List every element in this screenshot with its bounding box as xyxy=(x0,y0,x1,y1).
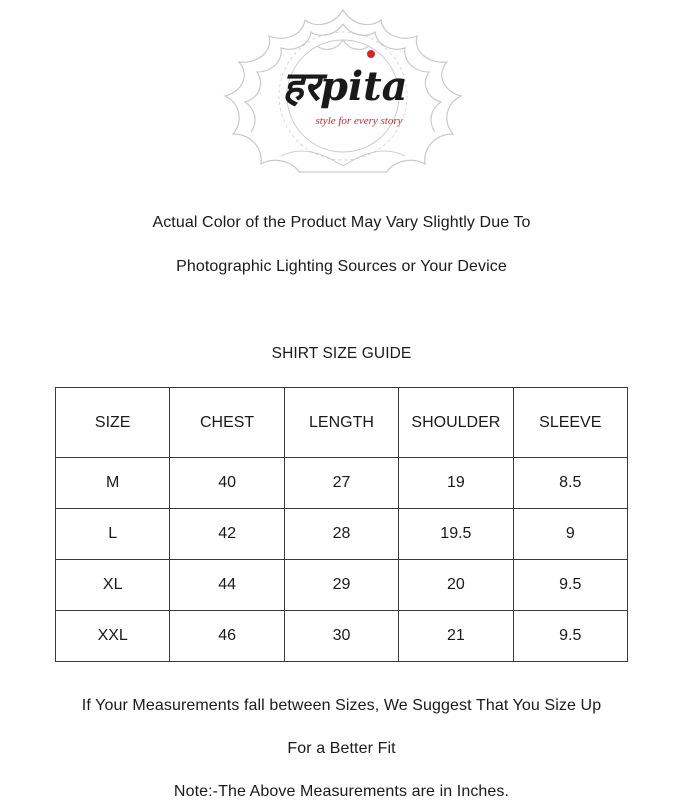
cell-length: 30 xyxy=(284,611,398,662)
cell-chest: 40 xyxy=(170,458,284,509)
cell-length: 29 xyxy=(284,560,398,611)
fit-advice-line-2: For a Better Fit xyxy=(287,740,396,757)
disclaimer-line-1: Actual Color of the Product May Vary Slightly Due To xyxy=(152,214,531,231)
cell-chest: 44 xyxy=(170,560,284,611)
cell-size: XXL xyxy=(56,611,170,662)
column-header-size: SIZE xyxy=(56,388,170,458)
size-guide-table xyxy=(55,387,628,662)
brand-logo xyxy=(221,6,465,174)
cell-chest: 46 xyxy=(170,611,284,662)
table-header-row xyxy=(56,388,628,458)
cell-sleeve: 9 xyxy=(513,509,627,560)
column-header-length: LENGTH xyxy=(284,388,398,458)
measurement-note: Note:-The Above Measurements are in Inches. xyxy=(173,783,510,800)
disclaimer-line-2: Photographic Lighting Sources or Your Device xyxy=(176,258,507,275)
column-header-shoulder: SHOULDER xyxy=(399,388,513,458)
cell-shoulder: 19.5 xyxy=(399,509,513,560)
size-guide-title: SHIRT SIZE GUIDE xyxy=(271,345,412,362)
fit-advice-line-1: If Your Measurements fall between Sizes, We Suggest That You Size Up xyxy=(81,697,602,714)
table-row xyxy=(56,458,628,509)
logo-tagline: style for every story xyxy=(315,115,403,127)
cell-length: 27 xyxy=(284,458,398,509)
column-header-chest: CHEST xyxy=(170,388,284,458)
cell-length: 28 xyxy=(284,509,398,560)
cell-shoulder: 21 xyxy=(399,611,513,662)
cell-size: L xyxy=(56,509,170,560)
cell-chest: 42 xyxy=(170,509,284,560)
cell-size: XL xyxy=(56,560,170,611)
cell-shoulder: 20 xyxy=(399,560,513,611)
column-header-sleeve: SLEEVE xyxy=(513,388,627,458)
table-row xyxy=(56,509,628,560)
table-row xyxy=(56,560,628,611)
cell-sleeve: 8.5 xyxy=(513,458,627,509)
cell-size: M xyxy=(56,458,170,509)
logo-wordmark: हरpita xyxy=(282,63,408,110)
logo-accent-dot xyxy=(367,50,375,58)
brand-logo-graphic xyxy=(221,6,465,174)
cell-sleeve: 9.5 xyxy=(513,611,627,662)
cell-shoulder: 19 xyxy=(399,458,513,509)
table-row xyxy=(56,611,628,662)
cell-sleeve: 9.5 xyxy=(513,560,627,611)
